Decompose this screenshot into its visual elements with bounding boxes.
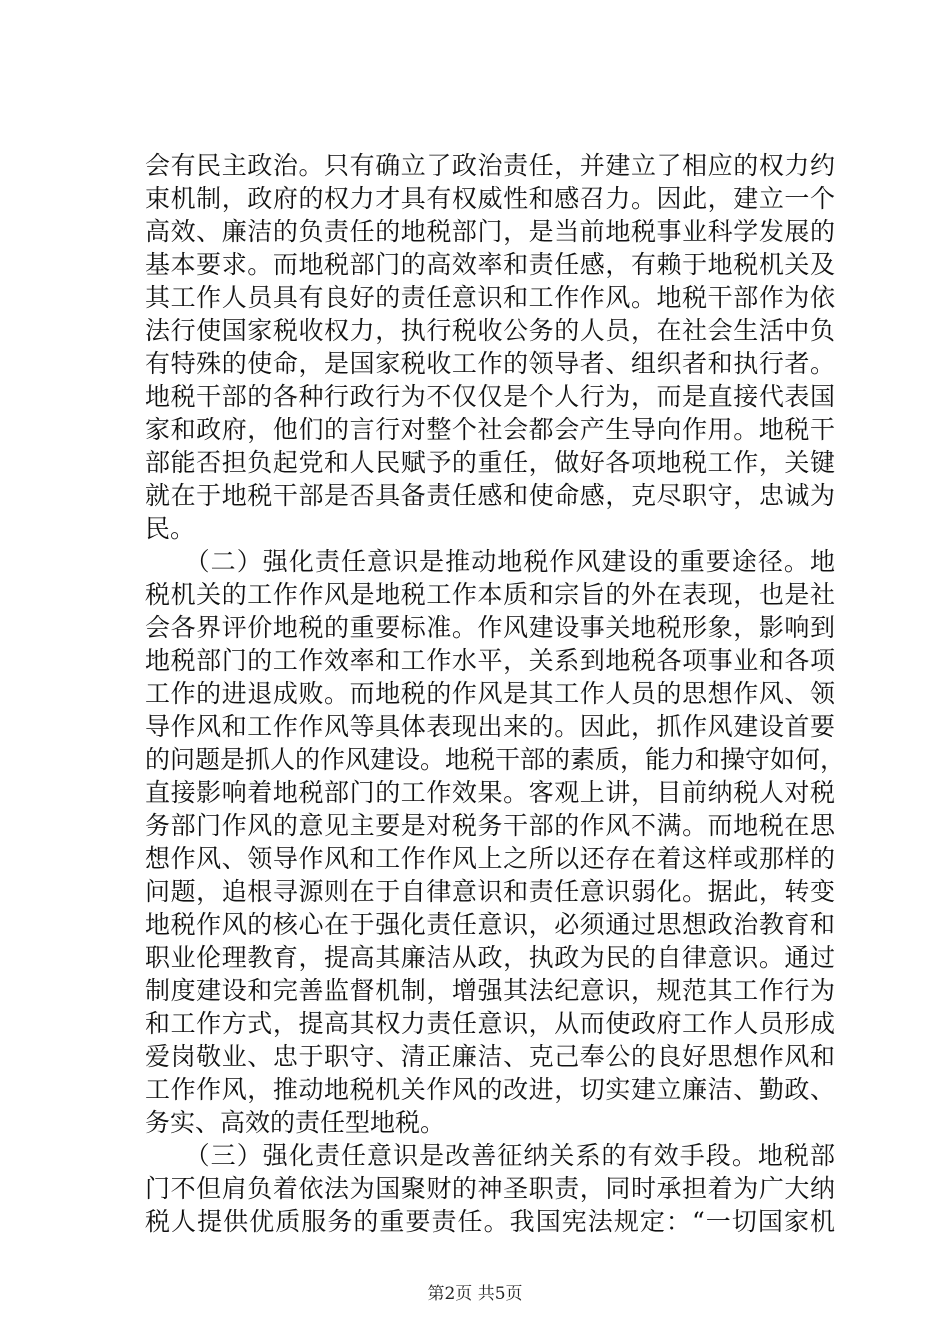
text-line: 地税作风的核心在于强化责任意识，必须通过思想政治教育和 [145,910,835,939]
text-line: 会有民主政治。只有确立了政治责任，并建立了相应的权力约 [145,151,835,180]
text-line: 地税部门的工作效率和工作水平，关系到地税各项事业和各项 [145,646,835,675]
text-line: 和工作方式，提高其权力责任意识，从而使政府工作人员形成 [145,1009,835,1038]
text-line: 的问题是抓人的作风建设。地税干部的素质，能力和操守如何， [145,745,846,774]
text-line: 基本要求。而地税部门的高效率和责任感，有赖于地税机关及 [145,250,835,279]
text-line: 就在于地税干部是否具备责任感和使命感，克尽职守，忠诚为 [145,481,835,510]
text-line: 束机制，政府的权力才具有权威性和感召力。因此，建立一个 [145,184,835,213]
text-line: 职业伦理教育，提高其廉洁从政，执政为民的自律意识。通过 [145,943,835,972]
text-line: 其工作人员具有良好的责任意识和工作作风。地税干部作为依 [145,283,835,312]
text-line: 务实、高效的责任型地税。 [145,1108,446,1137]
text-line: 工作的进退成败。而地税的作风是其工作人员的思想作风、领 [145,679,835,708]
text-line: 法行使国家税收权力，执行税收公务的人员，在社会生活中负 [145,316,835,345]
text-line: （二）强化责任意识是推动地税作风建设的重要途径。地 [145,547,835,576]
text-line: 有特殊的使命，是国家税收工作的领导者、组织者和执行者。 [145,349,835,378]
text-line: （三）强化责任意识是改善征纳关系的有效手段。地税部 [145,1141,835,1170]
text-line: 家和政府，他们的言行对整个社会都会产生导向作用。地税干 [145,415,835,444]
text-line: 想作风、领导作风和工作作风上之所以还存在着这样或那样的 [145,844,835,873]
text-line: 税机关的工作作风是地税工作本质和宗旨的外在表现，也是社 [145,580,835,609]
text-line: 爱岗敬业、忠于职守、清正廉洁、克己奉公的良好思想作风和 [145,1042,835,1071]
text-line: 会各界评价地税的重要标准。作风建设事关地税形象，影响到 [145,613,835,642]
body-text [145,149,846,1238]
text-line: 导作风和工作作风等具体表现出来的。因此，抓作风建设首要 [145,712,835,741]
text-line: 高效、廉洁的负责任的地税部门，是当前地税事业科学发展的 [145,217,835,246]
text-line: 问题，追根寻源则在于自律意识和责任意识弱化。据此，转变 [145,877,835,906]
text-line: 直接影响着地税部门的工作效果。客观上讲，目前纳税人对税 [145,778,835,807]
text-line: 门不但肩负着依法为国聚财的神圣职责，同时承担着为广大纳 [145,1174,835,1203]
text-line: 工作作风，推动地税机关作风的改进，切实建立廉洁、勤政、 [145,1075,835,1104]
text-line: 税人提供优质服务的重要责任。我国宪法规定：“一切国家机 [145,1207,835,1236]
text-line: 务部门作风的意见主要是对税务干部的作风不满。而地税在思 [145,811,835,840]
page-footer: 第2页 共5页 [427,1284,523,1304]
text-line: 制度建设和完善监督机制，增强其法纪意识，规范其工作行为 [145,976,835,1005]
text-line: 民。 [145,514,196,543]
text-line: 部能否担负起党和人民赋予的重任，做好各项地税工作，关键 [145,448,835,477]
text-line: 地税干部的各种行政行为不仅仅是个人行为，而是直接代表国 [145,382,835,411]
